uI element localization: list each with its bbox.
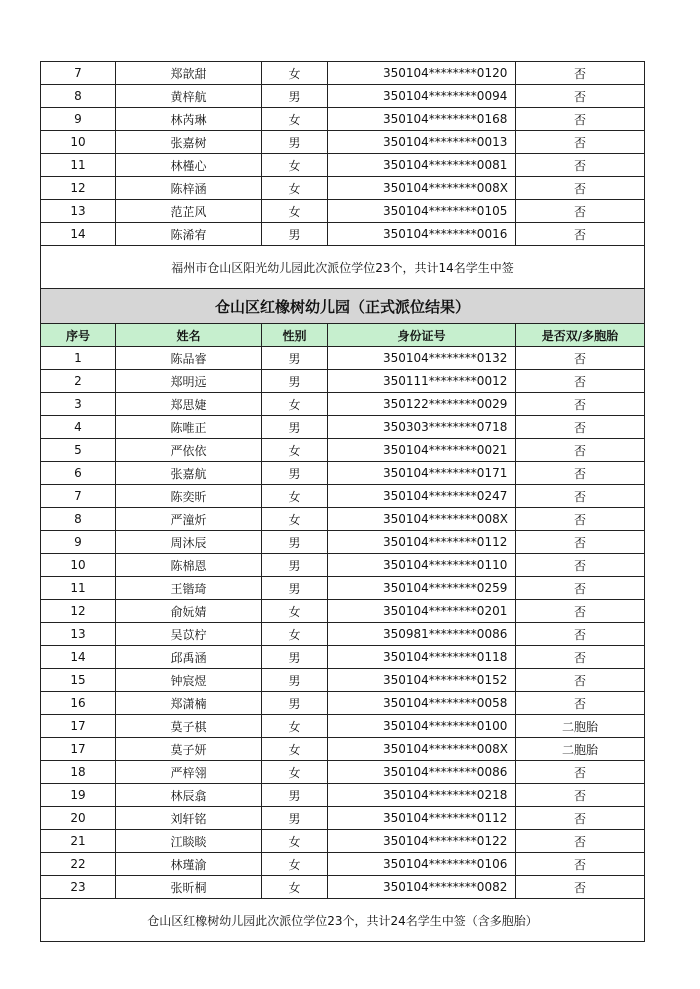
prev-section-body bbox=[41, 62, 645, 246]
cell-name: 钟宸煜 bbox=[116, 669, 262, 692]
cell-name: 陈品睿 bbox=[116, 347, 262, 370]
table-row bbox=[41, 347, 645, 370]
table-row bbox=[41, 807, 645, 830]
cell-no: 4 bbox=[41, 416, 116, 439]
table-row bbox=[41, 85, 645, 108]
cell-id: 350981********0086 bbox=[328, 623, 516, 646]
cell-no: 7 bbox=[41, 62, 116, 85]
cell-id: 350111********0012 bbox=[328, 370, 516, 393]
cell-name: 严依依 bbox=[116, 439, 262, 462]
cell-multi: 否 bbox=[516, 876, 645, 899]
cell-name: 陈奕昕 bbox=[116, 485, 262, 508]
cell-no: 13 bbox=[41, 623, 116, 646]
table-row bbox=[41, 223, 645, 246]
cell-no: 12 bbox=[41, 177, 116, 200]
cell-name: 郑潇楠 bbox=[116, 692, 262, 715]
cell-no: 11 bbox=[41, 577, 116, 600]
table-row bbox=[41, 462, 645, 485]
cell-multi: 否 bbox=[516, 223, 645, 246]
cell-id: 350104********008X bbox=[328, 508, 516, 531]
cell-id: 350122********0029 bbox=[328, 393, 516, 416]
table-row bbox=[41, 531, 645, 554]
cell-multi: 否 bbox=[516, 393, 645, 416]
lottery-results-table bbox=[40, 61, 645, 942]
cell-multi: 否 bbox=[516, 761, 645, 784]
cell-multi: 否 bbox=[516, 439, 645, 462]
cell-gender: 女 bbox=[262, 738, 328, 761]
cell-gender: 女 bbox=[262, 154, 328, 177]
table-row bbox=[41, 577, 645, 600]
table-row bbox=[41, 738, 645, 761]
section-body bbox=[41, 347, 645, 899]
cell-name: 范芷风 bbox=[116, 200, 262, 223]
cell-id: 350104********0094 bbox=[328, 85, 516, 108]
cell-id: 350303********0718 bbox=[328, 416, 516, 439]
cell-gender: 男 bbox=[262, 646, 328, 669]
table-row bbox=[41, 853, 645, 876]
cell-name: 莫子棋 bbox=[116, 715, 262, 738]
cell-name: 林辰翕 bbox=[116, 784, 262, 807]
cell-no: 2 bbox=[41, 370, 116, 393]
cell-no: 9 bbox=[41, 531, 116, 554]
cell-multi: 否 bbox=[516, 108, 645, 131]
cell-name: 陈浠宥 bbox=[116, 223, 262, 246]
cell-id: 350104********0016 bbox=[328, 223, 516, 246]
cell-name: 张嘉树 bbox=[116, 131, 262, 154]
cell-name: 周沐辰 bbox=[116, 531, 262, 554]
cell-name: 黄梓航 bbox=[116, 85, 262, 108]
cell-no: 18 bbox=[41, 761, 116, 784]
cell-name: 莫子妍 bbox=[116, 738, 262, 761]
cell-name: 王锴琦 bbox=[116, 577, 262, 600]
cell-id: 350104********0247 bbox=[328, 485, 516, 508]
cell-no: 11 bbox=[41, 154, 116, 177]
cell-gender: 女 bbox=[262, 623, 328, 646]
cell-no: 15 bbox=[41, 669, 116, 692]
cell-name: 张昕桐 bbox=[116, 876, 262, 899]
cell-no: 10 bbox=[41, 131, 116, 154]
cell-name: 江睒睒 bbox=[116, 830, 262, 853]
table-row bbox=[41, 646, 645, 669]
cell-no: 17 bbox=[41, 738, 116, 761]
cell-no: 22 bbox=[41, 853, 116, 876]
table-row bbox=[41, 416, 645, 439]
cell-multi: 否 bbox=[516, 200, 645, 223]
cell-multi: 否 bbox=[516, 669, 645, 692]
cell-multi: 否 bbox=[516, 370, 645, 393]
cell-no: 10 bbox=[41, 554, 116, 577]
cell-gender: 男 bbox=[262, 807, 328, 830]
cell-name: 林槿心 bbox=[116, 154, 262, 177]
cell-no: 19 bbox=[41, 784, 116, 807]
cell-name: 陈梓涵 bbox=[116, 177, 262, 200]
cell-id: 350104********0122 bbox=[328, 830, 516, 853]
cell-gender: 男 bbox=[262, 370, 328, 393]
cell-gender: 女 bbox=[262, 62, 328, 85]
table-row bbox=[41, 370, 645, 393]
cell-id: 350104********008X bbox=[328, 738, 516, 761]
cell-multi: 否 bbox=[516, 85, 645, 108]
cell-id: 350104********0132 bbox=[328, 347, 516, 370]
cell-no: 14 bbox=[41, 223, 116, 246]
cell-name: 刘轩铭 bbox=[116, 807, 262, 830]
table-row bbox=[41, 393, 645, 416]
cell-no: 13 bbox=[41, 200, 116, 223]
prev-summary-text: 福州市仓山区阳光幼儿园此次派位学位23个，共计14名学生中签 bbox=[41, 246, 645, 289]
cell-gender: 女 bbox=[262, 876, 328, 899]
cell-no: 21 bbox=[41, 830, 116, 853]
section-title: 仓山区红橡树幼儿园（正式派位结果） bbox=[41, 289, 645, 324]
header-no: 序号 bbox=[41, 324, 116, 347]
cell-name: 陈棉恩 bbox=[116, 554, 262, 577]
cell-name: 严梓翎 bbox=[116, 761, 262, 784]
cell-multi: 否 bbox=[516, 692, 645, 715]
cell-id: 350104********0106 bbox=[328, 853, 516, 876]
table-row bbox=[41, 600, 645, 623]
section-summary-text: 仓山区红橡树幼儿园此次派位学位23个，共计24名学生中签（含多胞胎） bbox=[41, 899, 645, 942]
table-row bbox=[41, 200, 645, 223]
cell-multi: 否 bbox=[516, 485, 645, 508]
cell-no: 17 bbox=[41, 715, 116, 738]
cell-multi: 否 bbox=[516, 554, 645, 577]
cell-multi: 否 bbox=[516, 646, 645, 669]
cell-name: 严潼炘 bbox=[116, 508, 262, 531]
cell-no: 6 bbox=[41, 462, 116, 485]
cell-name: 林芮琳 bbox=[116, 108, 262, 131]
table-row bbox=[41, 830, 645, 853]
section-header-body bbox=[41, 289, 645, 347]
cell-gender: 男 bbox=[262, 131, 328, 154]
cell-gender: 男 bbox=[262, 554, 328, 577]
cell-multi: 二胞胎 bbox=[516, 738, 645, 761]
cell-name: 吴苡柠 bbox=[116, 623, 262, 646]
table-row bbox=[41, 485, 645, 508]
cell-no: 20 bbox=[41, 807, 116, 830]
cell-id: 350104********0171 bbox=[328, 462, 516, 485]
cell-multi: 否 bbox=[516, 508, 645, 531]
cell-id: 350104********0259 bbox=[328, 577, 516, 600]
cell-multi: 否 bbox=[516, 62, 645, 85]
cell-gender: 男 bbox=[262, 416, 328, 439]
cell-multi: 否 bbox=[516, 131, 645, 154]
cell-name: 张嘉航 bbox=[116, 462, 262, 485]
cell-no: 12 bbox=[41, 600, 116, 623]
cell-name: 林瑾渝 bbox=[116, 853, 262, 876]
cell-multi: 否 bbox=[516, 177, 645, 200]
cell-multi: 否 bbox=[516, 577, 645, 600]
cell-no: 16 bbox=[41, 692, 116, 715]
header-id: 身份证号 bbox=[328, 324, 516, 347]
cell-id: 350104********0118 bbox=[328, 646, 516, 669]
cell-gender: 男 bbox=[262, 462, 328, 485]
cell-name: 陈唯正 bbox=[116, 416, 262, 439]
table-row bbox=[41, 692, 645, 715]
header-gender: 性别 bbox=[262, 324, 328, 347]
table-row bbox=[41, 669, 645, 692]
header-name: 姓名 bbox=[116, 324, 262, 347]
cell-no: 3 bbox=[41, 393, 116, 416]
table-row bbox=[41, 623, 645, 646]
cell-id: 350104********0152 bbox=[328, 669, 516, 692]
table-row bbox=[41, 62, 645, 85]
table-row bbox=[41, 177, 645, 200]
cell-gender: 男 bbox=[262, 531, 328, 554]
cell-id: 350104********0120 bbox=[328, 62, 516, 85]
cell-id: 350104********0013 bbox=[328, 131, 516, 154]
cell-multi: 否 bbox=[516, 347, 645, 370]
cell-gender: 女 bbox=[262, 108, 328, 131]
cell-gender: 女 bbox=[262, 200, 328, 223]
table-row bbox=[41, 439, 645, 462]
cell-gender: 女 bbox=[262, 508, 328, 531]
cell-id: 350104********008X bbox=[328, 177, 516, 200]
cell-gender: 男 bbox=[262, 85, 328, 108]
table-row bbox=[41, 784, 645, 807]
cell-gender: 男 bbox=[262, 784, 328, 807]
summary-row bbox=[41, 899, 645, 942]
cell-gender: 女 bbox=[262, 830, 328, 853]
cell-gender: 女 bbox=[262, 177, 328, 200]
cell-multi: 否 bbox=[516, 531, 645, 554]
cell-gender: 男 bbox=[262, 692, 328, 715]
cell-name: 郑歆甜 bbox=[116, 62, 262, 85]
section-title-row bbox=[41, 289, 645, 324]
summary-row bbox=[41, 246, 645, 289]
cell-id: 350104********0105 bbox=[328, 200, 516, 223]
cell-id: 350104********0100 bbox=[328, 715, 516, 738]
section-summary-body bbox=[41, 899, 645, 942]
cell-multi: 否 bbox=[516, 784, 645, 807]
cell-name: 郑思婕 bbox=[116, 393, 262, 416]
prev-section-summary-body bbox=[41, 246, 645, 289]
cell-multi: 否 bbox=[516, 154, 645, 177]
cell-no: 1 bbox=[41, 347, 116, 370]
cell-gender: 女 bbox=[262, 715, 328, 738]
cell-id: 350104********0218 bbox=[328, 784, 516, 807]
cell-gender: 男 bbox=[262, 347, 328, 370]
cell-multi: 否 bbox=[516, 623, 645, 646]
cell-id: 350104********0201 bbox=[328, 600, 516, 623]
cell-id: 350104********0082 bbox=[328, 876, 516, 899]
cell-no: 8 bbox=[41, 508, 116, 531]
cell-no: 5 bbox=[41, 439, 116, 462]
cell-name: 邱禹涵 bbox=[116, 646, 262, 669]
cell-multi: 否 bbox=[516, 807, 645, 830]
table-row bbox=[41, 715, 645, 738]
cell-gender: 男 bbox=[262, 223, 328, 246]
cell-id: 350104********0112 bbox=[328, 807, 516, 830]
cell-multi: 否 bbox=[516, 830, 645, 853]
cell-no: 8 bbox=[41, 85, 116, 108]
cell-gender: 女 bbox=[262, 393, 328, 416]
table-row bbox=[41, 131, 645, 154]
cell-id: 350104********0112 bbox=[328, 531, 516, 554]
header-multi: 是否双/多胞胎 bbox=[516, 324, 645, 347]
cell-gender: 女 bbox=[262, 439, 328, 462]
table-row bbox=[41, 154, 645, 177]
table-row bbox=[41, 876, 645, 899]
cell-id: 350104********0086 bbox=[328, 761, 516, 784]
table-header-row bbox=[41, 324, 645, 347]
table-row bbox=[41, 554, 645, 577]
cell-gender: 女 bbox=[262, 853, 328, 876]
cell-no: 7 bbox=[41, 485, 116, 508]
cell-name: 俞妧婧 bbox=[116, 600, 262, 623]
cell-multi: 二胞胎 bbox=[516, 715, 645, 738]
cell-multi: 否 bbox=[516, 600, 645, 623]
cell-multi: 否 bbox=[516, 853, 645, 876]
cell-gender: 男 bbox=[262, 669, 328, 692]
cell-gender: 女 bbox=[262, 600, 328, 623]
cell-name: 郑明远 bbox=[116, 370, 262, 393]
cell-id: 350104********0021 bbox=[328, 439, 516, 462]
cell-id: 350104********0081 bbox=[328, 154, 516, 177]
cell-id: 350104********0110 bbox=[328, 554, 516, 577]
table-row bbox=[41, 108, 645, 131]
table-row bbox=[41, 761, 645, 784]
cell-no: 9 bbox=[41, 108, 116, 131]
cell-gender: 女 bbox=[262, 485, 328, 508]
cell-no: 14 bbox=[41, 646, 116, 669]
table-row bbox=[41, 508, 645, 531]
cell-id: 350104********0168 bbox=[328, 108, 516, 131]
cell-multi: 否 bbox=[516, 416, 645, 439]
cell-gender: 男 bbox=[262, 577, 328, 600]
cell-no: 23 bbox=[41, 876, 116, 899]
cell-id: 350104********0058 bbox=[328, 692, 516, 715]
cell-gender: 女 bbox=[262, 761, 328, 784]
cell-multi: 否 bbox=[516, 462, 645, 485]
